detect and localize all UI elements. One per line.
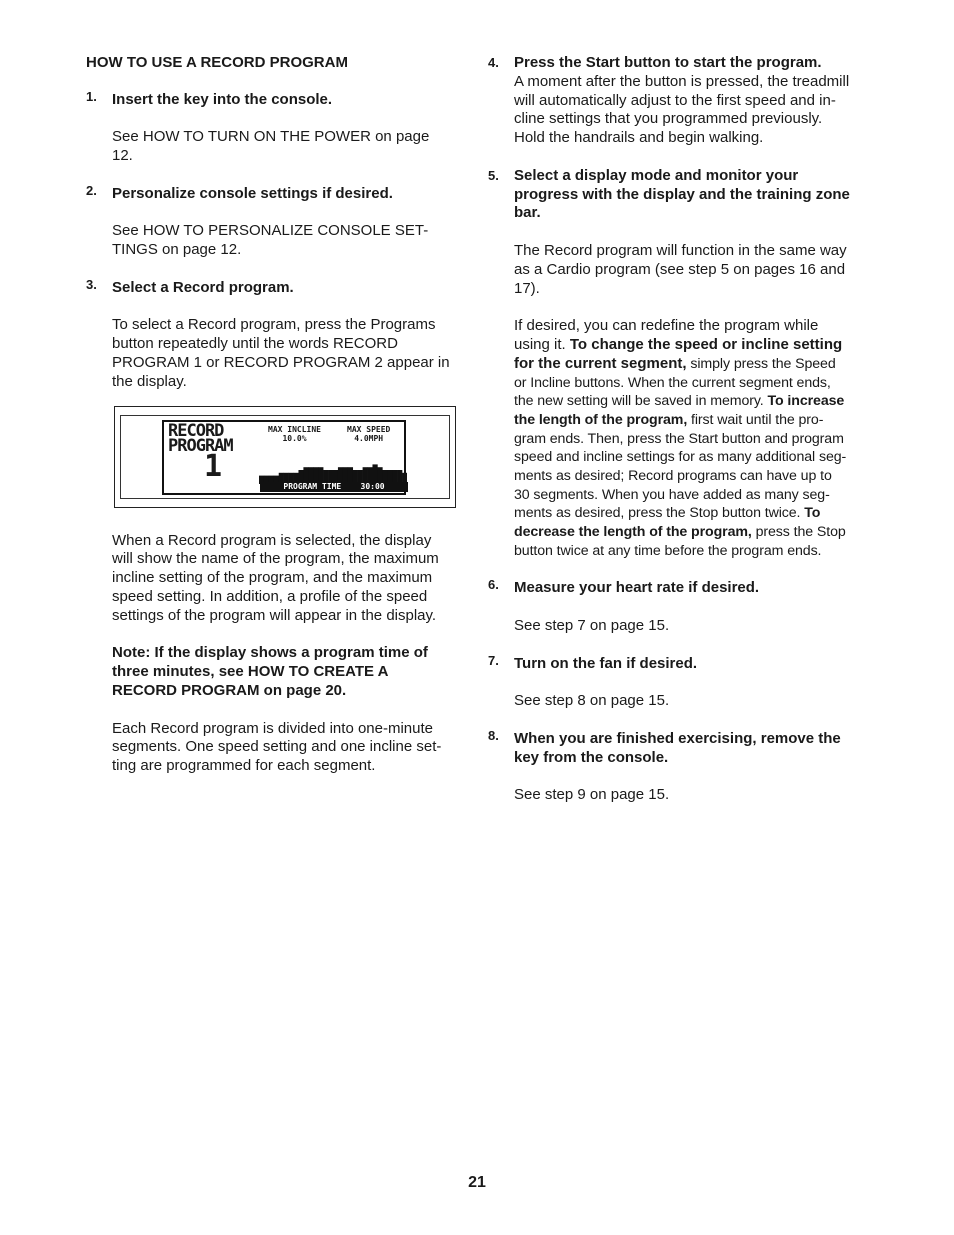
bold-run: decrease the length of the program, [514, 524, 752, 541]
step-heading: Turn on the fan if desired. [514, 654, 698, 672]
step-text-line: will automatically adjust to the first speed and in- [514, 91, 836, 109]
lcd-program-time [260, 482, 408, 492]
note-line: three minutes, see HOW TO CREATE A [112, 663, 389, 681]
step-text-line: The Record program will function in the same way [514, 241, 847, 259]
step-text-line: When a Record program is selected, the display [112, 531, 432, 549]
step-text-line: gram ends. Then, press the Start button and program [514, 430, 844, 447]
text-run: simply press the Speed [686, 355, 836, 372]
step-text-line: incline setting of the program, and the maximum [112, 569, 433, 587]
step-heading: When you are finished exercising, remove the [514, 729, 841, 747]
step-2 [86, 182, 466, 260]
step-6 [488, 579, 872, 635]
right-column [488, 54, 872, 805]
step-number: 8. [488, 727, 499, 743]
step-3-continued [86, 532, 466, 776]
text-run: press the Stop [751, 524, 846, 541]
step-text-line: See HOW TO TURN ON THE POWER on page [112, 128, 430, 146]
section-title: HOW TO USE A RECORD PROGRAM [86, 54, 348, 71]
step-text-line: cline settings that you programmed previously. [514, 110, 823, 128]
step-text-line: as a Cardio program (see step 5 on pages 16 and [514, 260, 846, 278]
bold-run: To [804, 505, 821, 522]
bold-run: To increase [767, 393, 845, 410]
step-text-line: Hold the handrails and begin walking. [514, 129, 764, 147]
step-heading: progress with the display and the training zone [514, 185, 850, 203]
bold-run: the length of the program, [514, 411, 688, 428]
page-number: 21 [468, 1174, 486, 1191]
step-text-line: segments. One speed setting and one incline set- [112, 738, 442, 756]
step-heading: key from the console. [514, 748, 669, 766]
step-heading: Press the Start button to start the program. [514, 54, 822, 71]
text-run: using it. [514, 335, 570, 353]
step-text-line: To select a Record program, press the Programs [112, 316, 436, 334]
console-display-illustration [114, 406, 456, 508]
display-frame [120, 415, 450, 499]
step-text-line: See step 7 on page 15. [514, 616, 670, 634]
step-text-line: will show the name of the program, the maximum [112, 550, 439, 568]
step-text-line: See HOW TO PERSONALIZE CONSOLE SET- [112, 222, 429, 240]
lcd-max-speed [347, 425, 390, 443]
step-heading: Measure your heart rate if desired. [514, 579, 760, 597]
lcd-name-line: RECORD [168, 420, 224, 441]
note-line: RECORD PROGRAM on page 20. [112, 681, 347, 699]
step-3 [86, 276, 466, 392]
step-text-line: 30 segments. When you have added as many seg- [514, 486, 830, 503]
lcd-time-label: PROGRAM TIME [283, 481, 342, 491]
step-heading: Select a display mode and monitor your [514, 166, 799, 184]
step-number: 6. [488, 577, 499, 593]
step-number: 1. [86, 88, 97, 104]
lcd-screen [162, 420, 406, 495]
step-heading: Personalize console settings if desired. [112, 184, 393, 202]
lcd-time-value: 30:00 [360, 481, 385, 491]
bold-run: To change the speed or incline setting [569, 335, 843, 353]
step-text-line: 17). [514, 279, 540, 297]
step-8 [488, 727, 872, 805]
text-run: ments as desired, press the Stop button twice. [514, 505, 805, 522]
left-column [86, 54, 466, 776]
step-text-line: button repeatedly until the words RECORD [112, 335, 398, 353]
step-text-line: A moment after the button is pressed, the treadmill [514, 72, 850, 90]
step-5 [488, 167, 872, 561]
lcd-name-line: PROGRAM [168, 435, 233, 456]
lcd-program-number: 1 [204, 448, 223, 484]
step-heading: bar. [514, 204, 541, 222]
step-text-line: TINGS on page 12. [112, 241, 242, 259]
step-number: 4. [488, 55, 499, 70]
lcd-max-speed-label: MAX SPEED [347, 424, 391, 434]
step-text-line: PROGRAM 1 or RECORD PROGRAM 2 appear in [112, 353, 450, 371]
step-text-line: button twice at any time before the program ends. [514, 542, 822, 559]
lcd-max-incline [268, 425, 321, 443]
step-number: 7. [488, 652, 499, 668]
step-heading: Insert the key into the console. [112, 90, 333, 108]
step-text-line: or Incline buttons. When the current segment ends, [514, 374, 831, 391]
step-text-line: ting are programmed for each segment. [112, 757, 376, 775]
step-number: 5. [488, 167, 499, 183]
step-text-line: 12. [112, 147, 133, 165]
step-number: 2. [86, 182, 97, 198]
lcd-max-speed-value: 4.0MPH [354, 433, 384, 443]
step-7 [488, 652, 872, 711]
text-run: first wait until the pro- [687, 411, 824, 428]
lcd-max-incline-label: MAX INCLINE [268, 424, 321, 434]
step-text-line: See step 9 on page 15. [514, 786, 670, 804]
step-text-line: the display. [112, 372, 187, 390]
text-run: the new setting will be saved in memory. [514, 393, 768, 410]
step-text-line: ments as desired; Record programs can have up to [514, 468, 832, 485]
note-line: Note: If the display shows a program time of [112, 644, 428, 662]
step-number: 3. [86, 276, 97, 292]
step-text-line: settings of the program will appear in the display. [112, 606, 437, 624]
step-text-line: speed and incline settings for as many additional seg- [514, 449, 847, 466]
step-text-line: Each Record program is divided into one-minute [112, 719, 433, 737]
lcd-program-name [168, 420, 233, 456]
lcd-speed-profile [259, 456, 407, 484]
step-4 [488, 54, 872, 148]
step-text-line: See step 8 on page 15. [514, 692, 670, 710]
step-1 [86, 88, 466, 166]
lcd-max-incline-value: 10.0% [282, 433, 307, 443]
step-text-line: If desired, you can redefine the program while [514, 317, 819, 335]
step-text-line: speed setting. In addition, a profile of the speed [112, 587, 428, 605]
step-heading: Select a Record program. [112, 278, 294, 296]
bold-run: for the current segment, [514, 354, 687, 372]
